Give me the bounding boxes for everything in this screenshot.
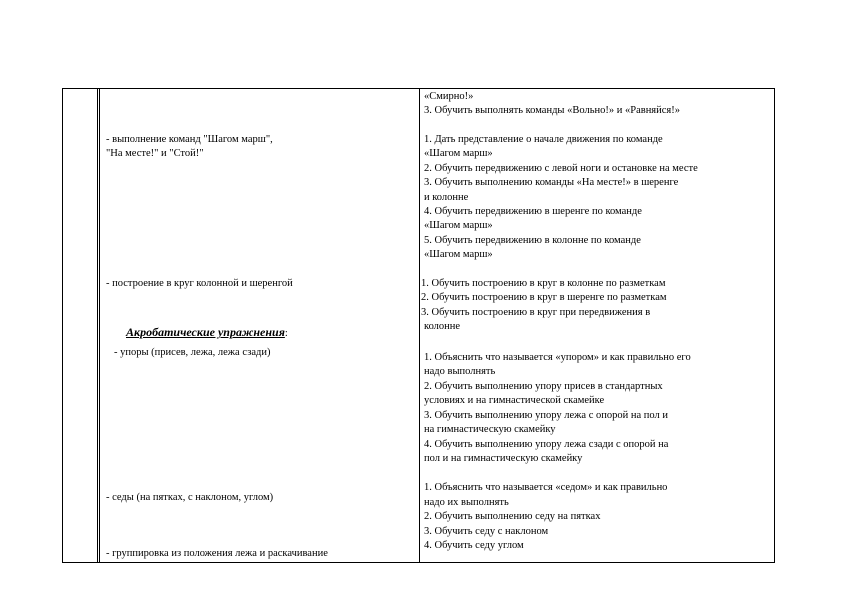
task-line: 4. Обучить передвижению в шеренге по команде (424, 206, 642, 217)
task-line: 1. Обучить построению в круг в колонне по разметкам (421, 278, 666, 289)
task-line: 2. Обучить выполнению упору присев в стандартных (424, 381, 663, 392)
task-line: 5. Обучить передвижению в колонне по команде (424, 235, 641, 246)
task-line: 3. Обучить построению в круг при передвижения в (421, 307, 651, 318)
task-line: «Смирно!» (424, 91, 474, 102)
task-line: 3. Обучить выполнять команды «Вольно!» и «Равняйся!» (424, 105, 680, 116)
column-divider (99, 89, 100, 562)
topic-marching-line2: "На месте!" и "Стой!" (106, 148, 204, 159)
task-line: 3. Обучить седу с наклоном (424, 526, 549, 537)
topic-supports: - упоры (присев, лежа, лежа сзади) (114, 347, 271, 358)
task-line: 1. Объяснить что называется «упором» и как правильно его (424, 352, 691, 363)
task-line: 1. Дать представление о начале движения по команде (424, 134, 663, 145)
topic-sits: - седы (на пятках, с наклоном, углом) (106, 492, 274, 503)
acrobatics-heading-colon: : (284, 328, 288, 339)
acrobatics-heading-text: Акробатические упражнения (126, 325, 285, 339)
task-line: 4. Обучить седу углом (424, 540, 524, 551)
task-line: 2. Обучить передвижению с левой ноги и остановке на месте (424, 163, 698, 174)
topic-grouping: - группировка из положения лежа и раскачивание (106, 548, 328, 559)
task-line: 2. Обучить построению в круг в шеренге по разметкам (421, 292, 667, 303)
task-line: пол и на гимнастическую скамейку (424, 453, 583, 464)
acrobatics-heading (126, 326, 288, 340)
column-divider (419, 89, 420, 562)
task-line: 3. Обучить выполнению команды «На месте!» в шеренге (424, 177, 679, 188)
task-line: «Шагом марш» (424, 249, 493, 260)
task-line: и колонне (424, 192, 469, 203)
topic-circle-formation: - построение в круг колонной и шеренгой (106, 278, 293, 289)
task-line: колонне (424, 321, 461, 332)
task-line: 2. Обучить выполнению седу на пятках (424, 511, 601, 522)
task-line: надо их выполнять (424, 497, 509, 508)
task-line: 3. Обучить выполнению упору лежа с опорой на пол и (424, 410, 668, 421)
topic-marching-line1: - выполнение команд "Шагом марш", (106, 134, 273, 145)
task-line: 4. Обучить выполнению упору лежа сзади с опорой на (424, 439, 669, 450)
task-line: 1. Объяснить что называется «седом» и как правильно (424, 482, 668, 493)
task-line: надо выполнять (424, 366, 496, 377)
task-line: на гимнастическую скамейку (424, 424, 556, 435)
task-line: «Шагом марш» (424, 220, 493, 231)
task-line: условиях и на гимнастической скамейке (424, 395, 605, 406)
task-line: «Шагом марш» (424, 148, 493, 159)
